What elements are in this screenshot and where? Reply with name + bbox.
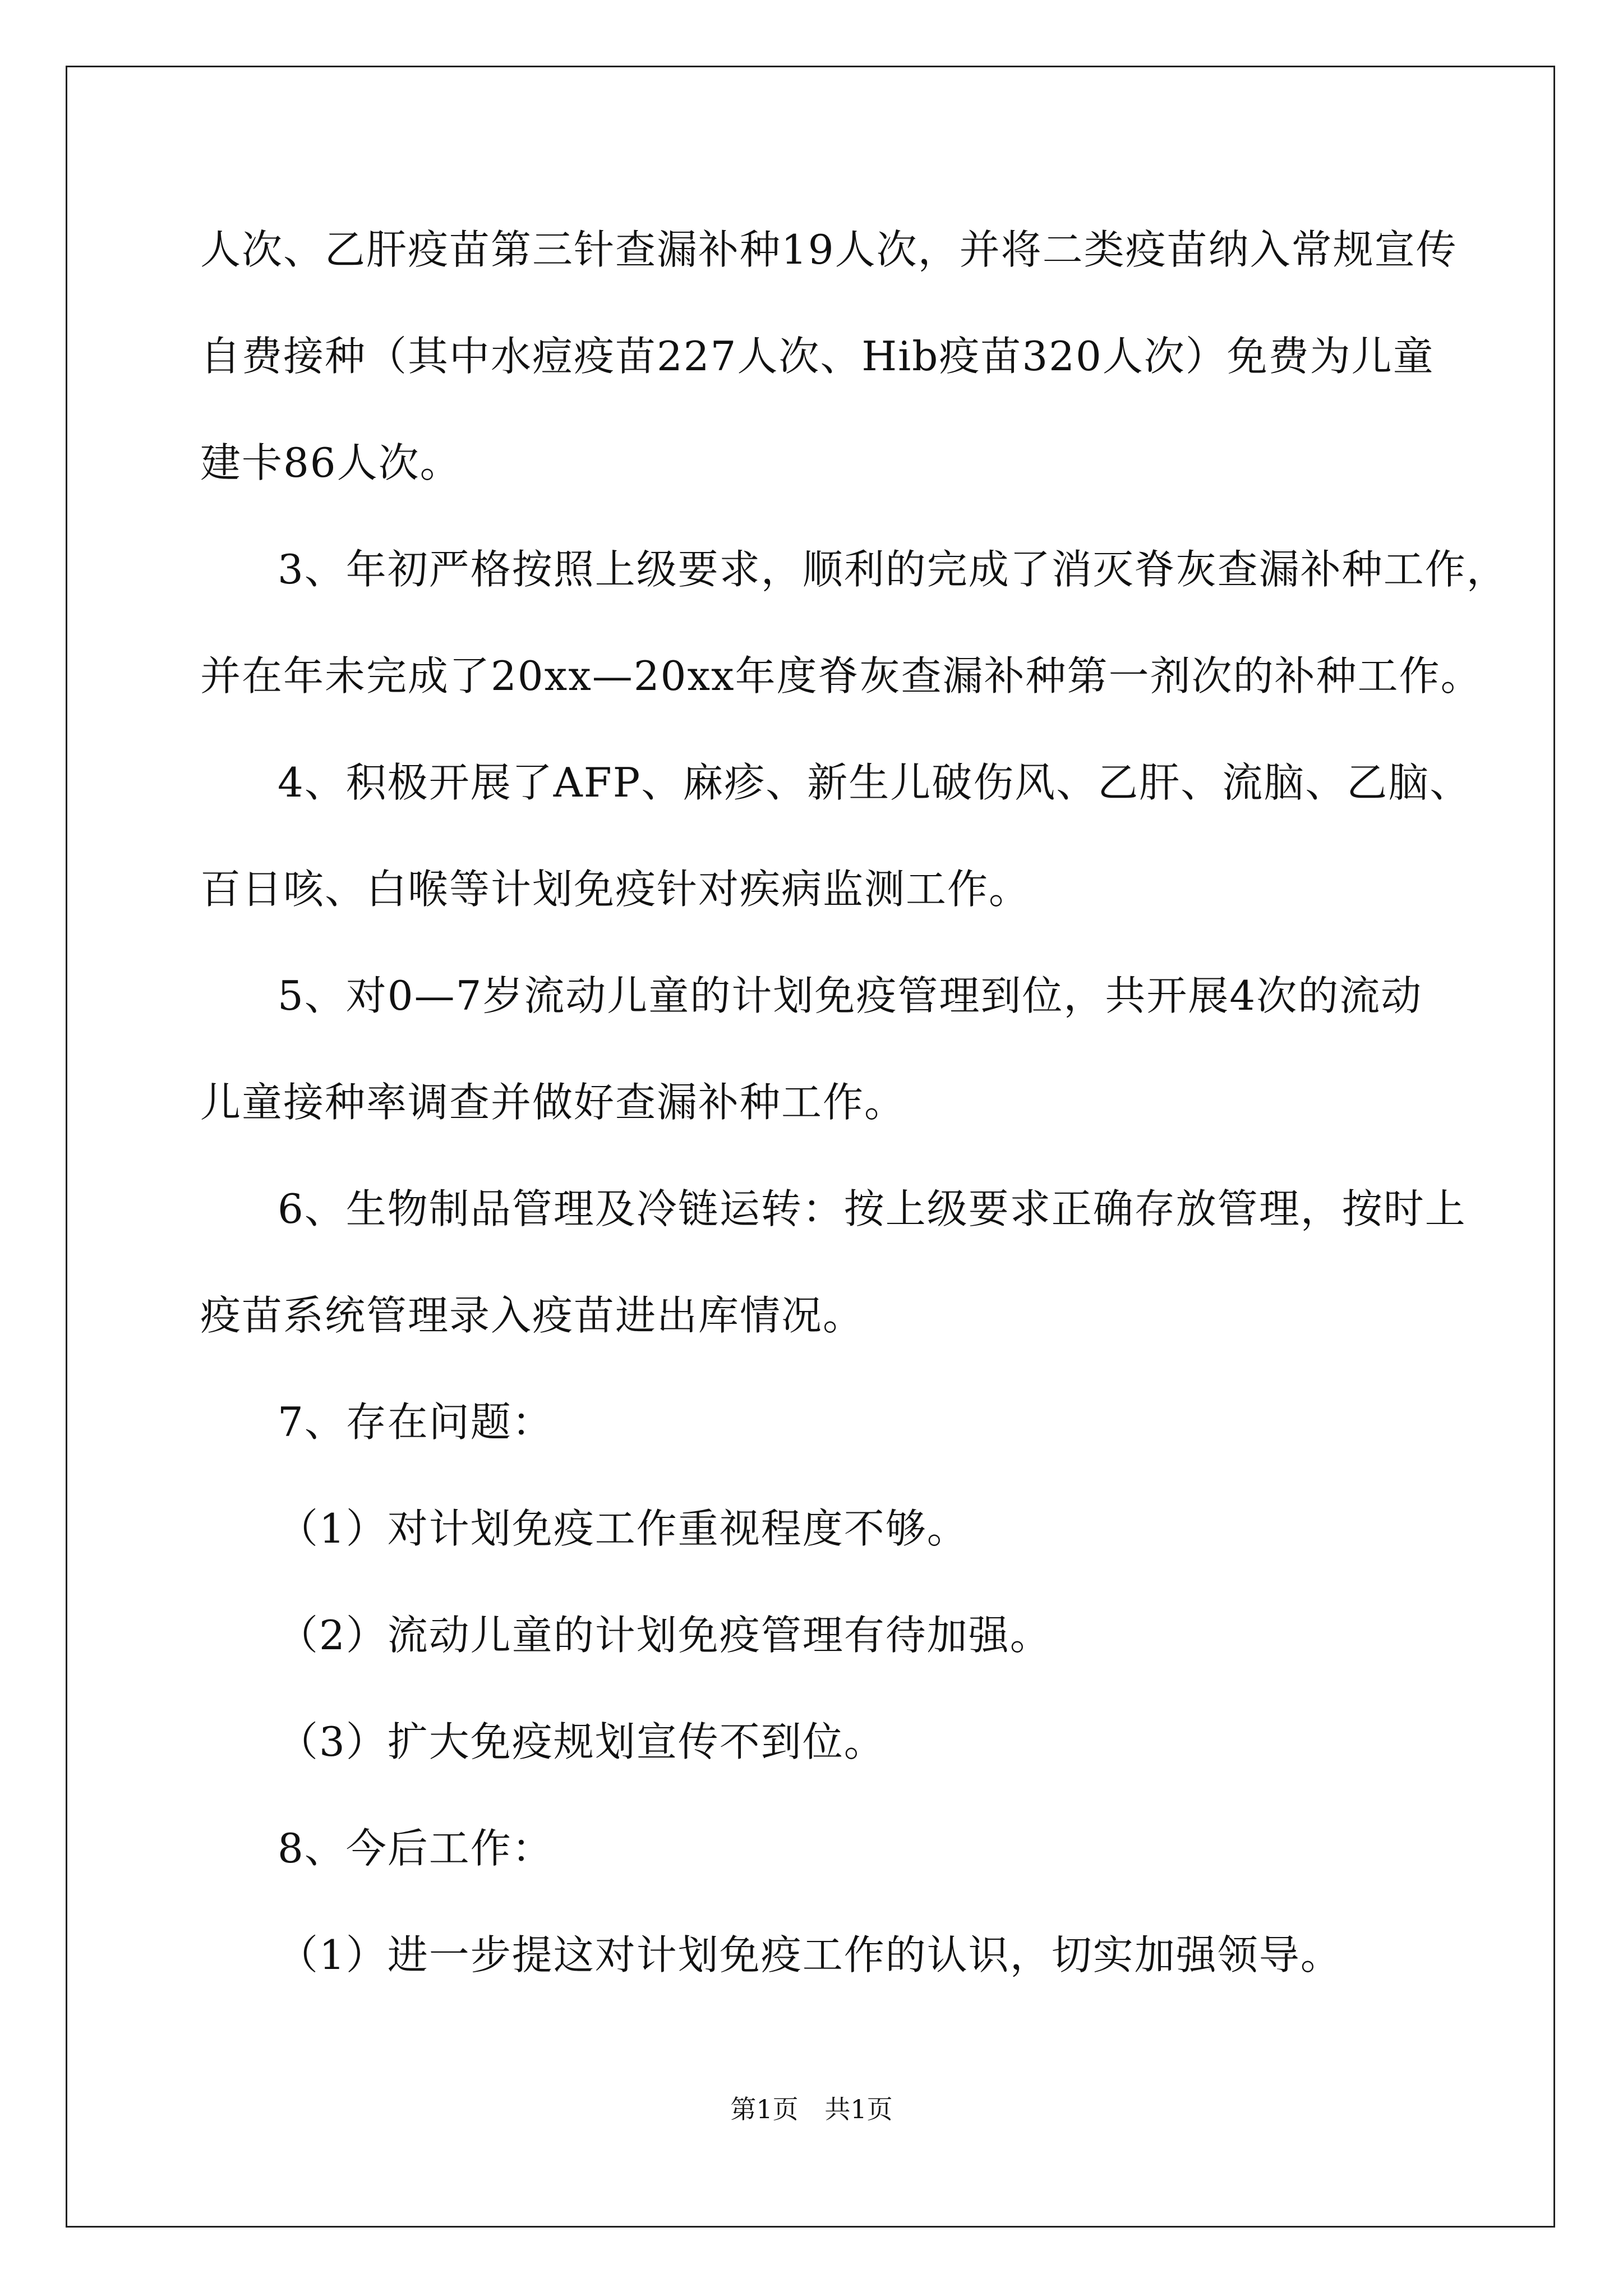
text-line: 建卡86人次。 xyxy=(200,439,462,486)
page-total-count: 共1页 xyxy=(824,2094,893,2124)
plan-item-1: （1）进一步提这对计划免疫工作的认识，切实加强领导。 xyxy=(278,1931,1342,1978)
paragraph-6-line-1: 6、生物制品管理及冷链运转：按上级要求正确存放管理，按时上 xyxy=(278,1185,1467,1232)
page-current-number: 第1页 xyxy=(730,2094,799,2124)
paragraph-5-line-1: 5、对0—7岁流动儿童的计划免疫管理到位，共开展4次的流动 xyxy=(278,972,1423,1019)
section-7-heading: 7、存在问题： xyxy=(278,1398,554,1446)
paragraph-3-line-1: 3、年初严格按照上级要求，顺利的完成了消灭脊灰查漏补种工作， xyxy=(278,546,1508,593)
text-line: 人次、乙肝疫苗第三针查漏补种19人次，并将二类疫苗纳入常规宣传 xyxy=(200,226,1458,273)
paragraph-5-line-2: 儿童接种率调查并做好查漏补种工作。 xyxy=(200,1079,906,1126)
issue-item-2: （2）流动儿童的计划免疫管理有待加强。 xyxy=(278,1612,1052,1659)
page-footer xyxy=(0,2092,1623,2126)
issue-item-3: （3）扩大免疫规划宣传不到位。 xyxy=(278,1718,886,1765)
paragraph-4-line-2: 百日咳、白喉等计划免疫针对疾病监测工作。 xyxy=(200,866,1031,913)
issue-item-1: （1）对计划免疫工作重视程度不够。 xyxy=(278,1505,969,1552)
section-8-heading: 8、今后工作： xyxy=(278,1825,554,1872)
text-line: 自费接种（其中水痘疫苗227人次、Hib疫苗320人次）免费为儿童 xyxy=(200,333,1435,380)
paragraph-6-line-2: 疫苗系统管理录入疫苗进出库情况。 xyxy=(200,1292,865,1339)
paragraph-4-line-1: 4、积极开展了AFP、麻疹、新生儿破伤风、乙肝、流脑、乙脑、 xyxy=(278,759,1472,806)
paragraph-3-line-2: 并在年未完成了20xx—20xx年度脊灰查漏补种第一剂次的补种工作。 xyxy=(200,652,1482,700)
page-border xyxy=(66,66,1555,2228)
